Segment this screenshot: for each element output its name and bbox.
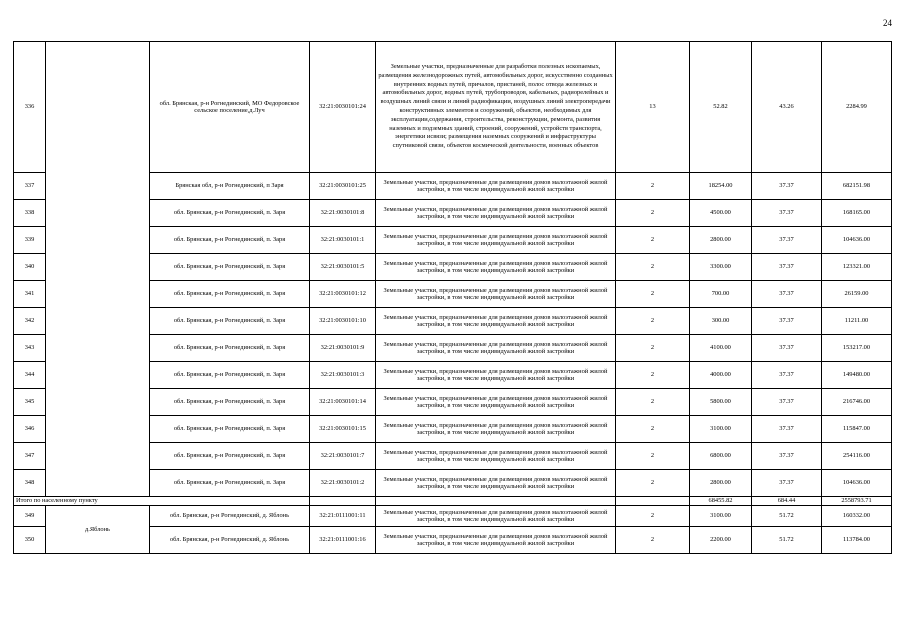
address-cell: обл. Брянская, р-н Рогнединский, п. Заря [150,443,310,470]
land-use-cell: Земельные участки, предназначенные для размещения домов малоэтажной жилой застройки, в том числе индивидуальной жилой застройки [376,362,616,389]
cadastral-value-cell: 26159.00 [822,281,892,308]
land-use-cell: Земельные участки, предназначенные для размещения домов малоэтажной жилой застройки, в том числе индивидуальной жилой застройки [376,335,616,362]
rate-cell: 37.37 [752,362,822,389]
area-cell: 3300.00 [690,254,752,281]
cadastral-number-cell: 32:21:0030101:5 [310,254,376,281]
empty-cell [376,497,616,506]
locality-label: д.Яблонь [46,506,150,554]
address-cell: обл. Брянская, р-н Рогнединский, п. Заря [150,227,310,254]
cadastral-number-cell: 32:21:0111001:11 [310,506,376,527]
rate-cell: 37.37 [752,389,822,416]
group-cell: 2 [616,470,690,497]
cadastral-value-cell: 254116.00 [822,443,892,470]
empty-cell [616,497,690,506]
group-cell: 2 [616,227,690,254]
rate-cell: 37.37 [752,227,822,254]
cadastral-number-cell: 32:21:0030101:8 [310,200,376,227]
rate-cell: 37.37 [752,308,822,335]
row-number: 338 [14,200,46,227]
address-cell: обл. Брянская, р-н Рогнединский, МО Федоровское сельское поселение,д.Луч [150,42,310,173]
area-cell: 4000.00 [690,362,752,389]
cadastral-number-cell: 32:21:0030101:12 [310,281,376,308]
row-number: 348 [14,470,46,497]
land-use-cell: Земельные участки, предназначенные для размещения домов малоэтажной жилой застройки, в том числе индивидуальной жилой застройки [376,308,616,335]
land-use-cell: Земельные участки, предназначенные для размещения домов малоэтажной жилой застройки, в том числе индивидуальной жилой застройки [376,227,616,254]
cadastral-number-cell: 32:21:0030101:7 [310,443,376,470]
address-cell: обл. Брянская, р-н Рогнединский, п. Заря [150,362,310,389]
area-cell: 3100.00 [690,416,752,443]
subtotal-row [14,497,892,506]
table-row [14,506,892,527]
area-cell: 2800.00 [690,227,752,254]
row-number: 344 [14,362,46,389]
row-number: 340 [14,254,46,281]
land-use-cell: Земельные участки, предназначенные для размещения домов малоэтажной жилой застройки, в том числе индивидуальной жилой застройки [376,470,616,497]
group-cell: 2 [616,281,690,308]
area-cell: 2800.00 [690,470,752,497]
land-use-cell: Земельные участки, предназначенные для разработки полезных ископаемых, размещения железнодорожных путей, автомобильных дорог, искусственно созданных внутренних водных путей, причалов, пристаней, полос отвода железных и автомобильных дорог, водных путей, трубопроводов, кабельных, радиорелейных и воздушных линий связи и линий радиофикации, воздушных линий электропередачи конструктивных элементов и сооружений, объектов, необходимых для эксплуатации,содержания, строительства, реконструкции, ремонта, развития наземных и подземных зданий, строений, сооружений, устройств транспорта, энергетики исвязи; размещения наземных сооружений и инфраструктуры спутниковой связи, объектов космической деятельности, военных объектов [376,42,616,173]
address-cell: обл. Брянская, р-н Рогнединский, п. Заря [150,470,310,497]
address-cell: обл. Брянская, р-н Рогнединский, п. Заря [150,308,310,335]
row-number: 336 [14,42,46,173]
group-cell: 2 [616,389,690,416]
address-cell: обл. Брянская, р-н Рогнединский, д. Яблонь [150,506,310,527]
cadastral-number-cell: 32:21:0030101:10 [310,308,376,335]
row-number: 339 [14,227,46,254]
area-cell: 300.00 [690,308,752,335]
area-cell: 52.82 [690,42,752,173]
cadastral-value-cell: 104636.00 [822,470,892,497]
cadastral-value-cell: 216746.00 [822,389,892,416]
address-cell: Брянская обл, р-н Рогнединский, п Заря [150,173,310,200]
subtotal-rate: 684.44 [752,497,822,506]
cadastral-value-cell: 682151.98 [822,173,892,200]
row-number: 349 [14,506,46,527]
cadastral-number-cell: 32:21:0030101:9 [310,335,376,362]
cadastral-value-cell: 149480.00 [822,362,892,389]
subtotal-label: Итого по населенному пункту [14,497,310,506]
land-use-cell: Земельные участки, предназначенные для размещения домов малоэтажной жилой застройки, в том числе индивидуальной жилой застройки [376,281,616,308]
group-cell: 2 [616,254,690,281]
row-number: 345 [14,389,46,416]
cadastral-number-cell: 32:21:0030101:3 [310,362,376,389]
group-cell: 2 [616,527,690,554]
group-cell: 2 [616,362,690,389]
address-cell: обл. Брянская, р-н Рогнединский, п. Заря [150,254,310,281]
cadastral-number-cell: 32:21:0030101:24 [310,42,376,173]
land-use-cell: Земельные участки, предназначенные для размещения домов малоэтажной жилой застройки, в том числе индивидуальной жилой застройки [376,254,616,281]
cadastral-value-cell: 160332.00 [822,506,892,527]
land-use-cell: Земельные участки, предназначенные для размещения домов малоэтажной жилой застройки, в том числе индивидуальной жилой застройки [376,506,616,527]
group-cell: 2 [616,416,690,443]
rate-cell: 43.26 [752,42,822,173]
row-number: 346 [14,416,46,443]
area-cell: 4100.00 [690,335,752,362]
rate-cell: 37.37 [752,281,822,308]
address-cell: обл. Брянская, р-н Рогнединский, д. Яблонь [150,527,310,554]
land-use-cell: Земельные участки, предназначенные для размещения домов малоэтажной жилой застройки, в том числе индивидуальной жилой застройки [376,389,616,416]
row-number: 342 [14,308,46,335]
page-number: 24 [883,18,892,28]
row-number: 350 [14,527,46,554]
cadastral-value-cell: 2284.99 [822,42,892,173]
locality-merged-cell [46,42,150,497]
group-cell: 2 [616,308,690,335]
cadastral-value-cell: 168165.00 [822,200,892,227]
rate-cell: 51.72 [752,506,822,527]
cadastral-number-cell: 32:21:0030101:25 [310,173,376,200]
land-register-table [13,41,892,554]
land-use-cell: Земельные участки, предназначенные для размещения домов малоэтажной жилой застройки, в том числе индивидуальной жилой застройки [376,173,616,200]
rate-cell: 51.72 [752,527,822,554]
group-cell: 13 [616,42,690,173]
rate-cell: 37.37 [752,335,822,362]
cadastral-number-cell: 32:21:0030101:14 [310,389,376,416]
cadastral-value-cell: 113784.00 [822,527,892,554]
rate-cell: 37.37 [752,416,822,443]
table-row [14,42,892,173]
cadastral-value-cell: 11211.00 [822,308,892,335]
row-number: 343 [14,335,46,362]
rate-cell: 37.37 [752,443,822,470]
cadastral-number-cell: 32:21:0030101:1 [310,227,376,254]
subtotal-value: 2558793.71 [822,497,892,506]
area-cell: 6800.00 [690,443,752,470]
cadastral-number-cell: 32:21:0111001:16 [310,527,376,554]
address-cell: обл. Брянская, р-н Рогнединский, п. Заря [150,416,310,443]
cadastral-value-cell: 153217.00 [822,335,892,362]
cadastral-value-cell: 115847.00 [822,416,892,443]
land-use-cell: Земельные участки, предназначенные для размещения домов малоэтажной жилой застройки, в том числе индивидуальной жилой застройки [376,416,616,443]
area-cell: 3100.00 [690,506,752,527]
row-number: 337 [14,173,46,200]
rate-cell: 37.37 [752,254,822,281]
empty-cell [310,497,376,506]
group-cell: 2 [616,506,690,527]
area-cell: 5800.00 [690,389,752,416]
group-cell: 2 [616,443,690,470]
land-use-cell: Земельные участки, предназначенные для размещения домов малоэтажной жилой застройки, в том числе индивидуальной жилой застройки [376,527,616,554]
row-number: 347 [14,443,46,470]
address-cell: обл. Брянская, р-н Рогнединский, п. Заря [150,389,310,416]
land-use-cell: Земельные участки, предназначенные для размещения домов малоэтажной жилой застройки, в том числе индивидуальной жилой застройки [376,443,616,470]
subtotal-area: 68455.82 [690,497,752,506]
area-cell: 4500.00 [690,200,752,227]
cadastral-number-cell: 32:21:0030101:15 [310,416,376,443]
area-cell: 700.00 [690,281,752,308]
row-number: 341 [14,281,46,308]
group-cell: 2 [616,173,690,200]
group-cell: 2 [616,335,690,362]
group-cell: 2 [616,200,690,227]
address-cell: обл. Брянская, р-н Рогнединский, п. Заря [150,200,310,227]
rate-cell: 37.37 [752,173,822,200]
cadastral-number-cell: 32:21:0030101:2 [310,470,376,497]
cadastral-value-cell: 104636.00 [822,227,892,254]
address-cell: обл. Брянская, р-н Рогнединский, п. Заря [150,335,310,362]
land-use-cell: Земельные участки, предназначенные для размещения домов малоэтажной жилой застройки, в том числе индивидуальной жилой застройки [376,200,616,227]
rate-cell: 37.37 [752,470,822,497]
area-cell: 2200.00 [690,527,752,554]
area-cell: 18254.00 [690,173,752,200]
cadastral-value-cell: 123321.00 [822,254,892,281]
rate-cell: 37.37 [752,200,822,227]
address-cell: обл. Брянская, р-н Рогнединский, п. Заря [150,281,310,308]
